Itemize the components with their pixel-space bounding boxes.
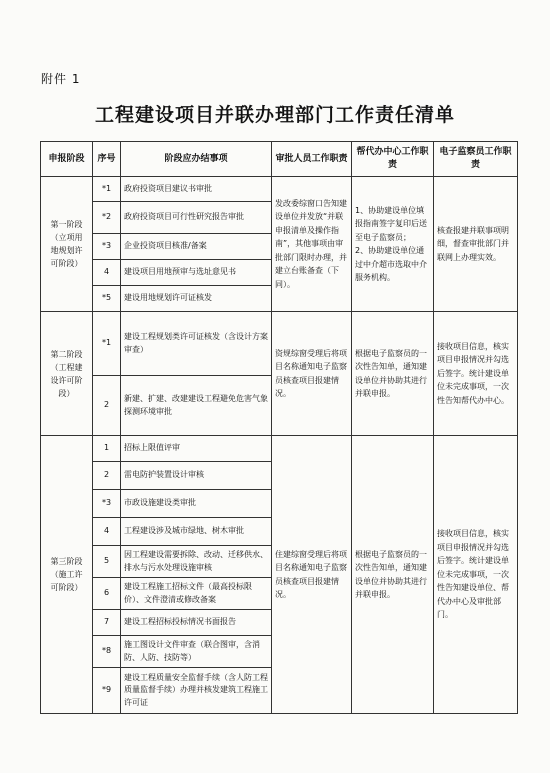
item-no: 4 (93, 260, 121, 286)
item-no: 7 (93, 610, 121, 636)
header-item: 阶段应办结事项 (121, 142, 272, 177)
stage-2-helper: 根据电子监察员的一次性告知单，通知建设单位并协助其进行并联申报。 (352, 312, 434, 436)
item-no: *8 (93, 636, 121, 668)
responsibility-table (40, 141, 518, 714)
table-row (41, 177, 518, 202)
stage-1-name: 第一阶段 （立项用 地规划许 可阶段） (41, 177, 93, 312)
stage-2-approver: 资规综窗受理后将项目名称通知电子监察员核查项目报建情况。 (272, 312, 352, 436)
table-row (41, 312, 518, 376)
item-text: 工程建设涉及城市绿地、树木审批 (121, 518, 272, 546)
item-text: 施工图设计文件审查（联合图审，含消防、人防、技防等） (121, 636, 272, 668)
item-no: *3 (93, 234, 121, 260)
item-text: 雷电防护装置设计审核 (121, 462, 272, 490)
item-text: 建设项目用地预审与选址意见书 (121, 260, 272, 286)
header-approver: 审批人员工作职责 (272, 142, 352, 177)
attachment-label: 附件 1 (41, 72, 81, 86)
item-text: 建设工程质量安全监督手续（含人防工程质量监督手续）办理并核发建筑工程施工许可证 (121, 668, 272, 714)
table-header-row (41, 142, 518, 177)
item-no: 2 (93, 462, 121, 490)
item-no: *2 (93, 202, 121, 234)
table-row (41, 436, 518, 462)
stage-3-supervisor: 接收项目信息，核实项目申报情况并勾选后签字。统计建设单位未完成事项，一次性告知建设单位、帮代办中心及审批部门。 (434, 436, 518, 714)
item-no: 6 (93, 578, 121, 610)
header-no: 序号 (93, 142, 121, 177)
item-no: 2 (93, 376, 121, 436)
item-no: *5 (93, 286, 121, 312)
stage-2-supervisor: 接收项目信息，核实项目申报情况并勾选后签字。统计建设单位未完成事项，一次性告知帮代办中心。 (434, 312, 518, 436)
item-text: 企业投资项目核准/备案 (121, 234, 272, 260)
item-text: 建设工程施工招标文件（最高投标限价）、文件澄清或修改备案 (121, 578, 272, 610)
stage-3-approver: 住建综窗受理后将项目名称通知电子监察员核查项目报建情况。 (272, 436, 352, 714)
stage-3-name: 第三阶段 （施工许 可阶段） (41, 436, 93, 714)
item-text: 新建、扩建、改建建设工程避免危害气象探测环境审批 (121, 376, 272, 436)
item-no: 4 (93, 518, 121, 546)
item-text: 政府投资项目建议书审批 (121, 177, 272, 202)
header-helper: 帮代办中心工作职责 (352, 142, 434, 177)
item-no: *1 (93, 312, 121, 376)
item-text: 市政设施建设类审批 (121, 490, 272, 518)
item-text: 建设用地规划许可证核发 (121, 286, 272, 312)
header-supervisor: 电子监察员工作职责 (434, 142, 518, 177)
stage-3-helper: 根据电子监察员的一次性告知单，通知建设单位并协助其进行并联申报。 (352, 436, 434, 714)
stage-1-helper: 1、协助建设单位填报指南签字复印后送至电子监察员； 2、协助建设单位通过中介超市选取中介服务机构。 (352, 177, 434, 312)
item-no: *9 (93, 668, 121, 714)
item-text: 招标上限值评审 (121, 436, 272, 462)
item-text: 政府投资项目可行性研究报告审批 (121, 202, 272, 234)
stage-2-name: 第二阶段 （工程建 设许可阶 段） (41, 312, 93, 436)
item-text: 建设工程招标投标情况书面报告 (121, 610, 272, 636)
item-no: *1 (93, 177, 121, 202)
page-title: 工程建设项目并联办理部门工作责任清单 (94, 104, 455, 126)
stage-1-supervisor: 核查报建并联事项明细，督查审批部门并联网上办理实效。 (434, 177, 518, 312)
item-text: 因工程建设需要拆除、改动、迁移供水、排水与污水处理设施审核 (121, 546, 272, 578)
item-text: 建设工程规划类许可证核发（含设计方案审查） (121, 312, 272, 376)
item-no: 1 (93, 436, 121, 462)
item-no: *3 (93, 490, 121, 518)
stage-1-approver: 发改委综窗口告知建设单位并发放“并联申报清单及操作指南”，其他事项由审批部门限时办理，并建立台账备查（下同）。 (272, 177, 352, 312)
item-no: 5 (93, 546, 121, 578)
header-stage: 申报阶段 (41, 142, 93, 177)
